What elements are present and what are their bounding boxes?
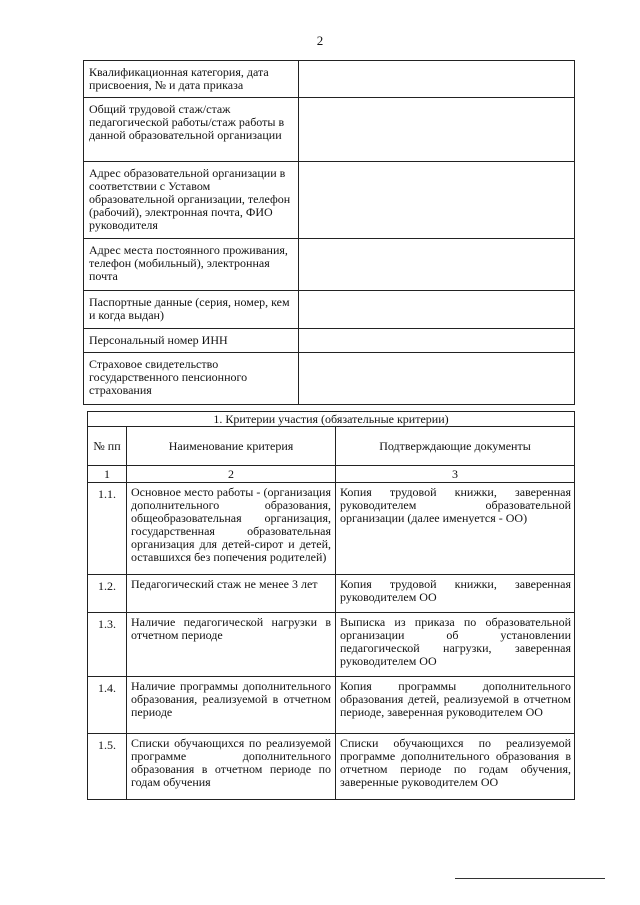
info-label: Персональный номер ИНН (84, 329, 299, 353)
criterion-name: Наличие программы дополнительного образования, реализуемой в отчетном периоде (127, 677, 336, 734)
header-number: № пп (88, 427, 127, 466)
info-row (84, 162, 575, 239)
info-label: Адрес образовательной организации в соответствии с Уставом образовательной организации, телефон (рабочий), электронная почта, ФИО руководителя (84, 162, 299, 239)
info-value-cell[interactable] (299, 61, 575, 98)
criterion-number: 1.3. (88, 613, 127, 677)
info-row (84, 239, 575, 291)
criteria-row (88, 483, 575, 575)
info-row (84, 329, 575, 353)
criteria-title-row (88, 412, 575, 427)
info-row (84, 353, 575, 405)
criteria-title: 1. Критерии участия (обязательные критерии) (88, 412, 575, 427)
info-row (84, 61, 575, 98)
page-number: 2 (316, 33, 324, 48)
column-number: 1 (88, 466, 127, 483)
criterion-number: 1.5. (88, 734, 127, 800)
criterion-name: Основное место работы - (организация дополнительного образования, общеобразовательная организация, государственная образовательная организация для детей-сирот и детей, оставшихся без попечения родителей) (127, 483, 336, 575)
criterion-number: 1.4. (88, 677, 127, 734)
criteria-row (88, 575, 575, 613)
header-criterion-name: Наименование критерия (127, 427, 336, 466)
header-documents: Подтверждающие документы (336, 427, 575, 466)
info-row (84, 98, 575, 162)
criterion-name: Списки обучающихся по реализуемой программе дополнительного образования в отчетном периоде по годам обучения (127, 734, 336, 800)
criteria-table (87, 411, 575, 800)
info-label: Общий трудовой стаж/стаж педагогической работы/стаж работы в данной образовательной организации (84, 98, 299, 162)
info-value-cell[interactable] (299, 162, 575, 239)
footer-rule (455, 878, 605, 879)
criterion-name: Наличие педагогической нагрузки в отчетном периоде (127, 613, 336, 677)
criterion-documents: Копия трудовой книжки, заверенная руководителем образовательной организации (далее именуется - ОО) (336, 483, 575, 575)
info-label: Адрес места постоянного проживания, телефон (мобильный), электронная почта (84, 239, 299, 291)
info-value-cell[interactable] (299, 329, 575, 353)
info-label: Паспортные данные (серия, номер, кем и когда выдан) (84, 291, 299, 329)
criterion-name: Педагогический стаж не менее 3 лет (127, 575, 336, 613)
criterion-documents: Выписка из приказа по образовательной организации об установлении педагогической нагрузки, заверенная руководителем ОО (336, 613, 575, 677)
criteria-row (88, 677, 575, 734)
info-label: Квалификационная категория, дата присвоения, № и дата приказа (84, 61, 299, 98)
criterion-number: 1.2. (88, 575, 127, 613)
personal-info-table (83, 60, 575, 405)
info-value-cell[interactable] (299, 353, 575, 405)
info-value-cell[interactable] (299, 239, 575, 291)
criteria-row (88, 613, 575, 677)
criteria-header-row (88, 427, 575, 466)
info-label: Страховое свидетельство государственного пенсионного страхования (84, 353, 299, 405)
criteria-row (88, 734, 575, 800)
info-row (84, 291, 575, 329)
column-number: 3 (336, 466, 575, 483)
criterion-documents: Копия трудовой книжки, заверенная руководителем ОО (336, 575, 575, 613)
criterion-documents: Копия программы дополнительного образования детей, реализуемой в отчетном периоде, заверенная руководителем ОО (336, 677, 575, 734)
criterion-number: 1.1. (88, 483, 127, 575)
criterion-documents: Списки обучающихся по реализуемой программе дополнительного образования в отчетном периоде по годам обучения, заверенные руководителем ОО (336, 734, 575, 800)
column-number-row (88, 466, 575, 483)
info-value-cell[interactable] (299, 291, 575, 329)
info-value-cell[interactable] (299, 98, 575, 162)
column-number: 2 (127, 466, 336, 483)
